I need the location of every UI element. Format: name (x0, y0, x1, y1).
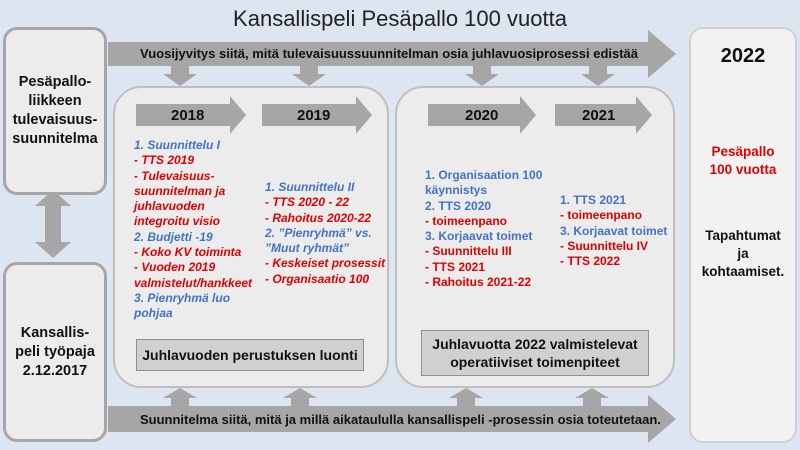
operational-label-box (421, 330, 649, 376)
year-2021: 2021 (582, 107, 616, 124)
column-2020 (425, 168, 545, 290)
column-2019 (265, 180, 387, 287)
year-2020: 2020 (465, 107, 499, 124)
workshop-label: Kansallis-peli työpaja 2.12.2017 (15, 324, 95, 379)
col2018-item: - Tulevaisuus-suunnitelman ja juhlavuoden integroitu visio (134, 168, 226, 229)
col2020-item: - Suunnittelu III (425, 244, 512, 259)
foundation-label-box (136, 339, 364, 371)
col2021-item: 1. TTS 2021 (560, 193, 627, 207)
col2020-item: - Rahoitus 2021-22 (425, 275, 532, 290)
col2019-item: 2. ”Pienryhmä” vs. ”Muut ryhmät” (265, 225, 372, 256)
col2019-item: 1. Suunnittelu II (265, 180, 355, 194)
celebration-desc: Tapahtumat ja kohtaamiset. (701, 228, 785, 279)
col2021-item: - toimeenpano (560, 208, 643, 223)
col2021-item: - Suunnittelu IV (560, 238, 648, 253)
col2020-item: 3. Korjaavat toimet (425, 229, 533, 244)
col2020-item: 2. TTS 2020 (425, 198, 492, 213)
col2018-item: - TTS 2019 (134, 153, 195, 168)
year-2018: 2018 (171, 107, 205, 124)
celebration-year: 2022 (720, 45, 766, 67)
col2018-item: - Koko KV toiminta (134, 245, 242, 260)
col2019-item: - Keskeiset prosessit (265, 256, 386, 271)
future-plan-label: Pesäpallo-liikkeen tulevaisuus-suunnitelma (12, 74, 98, 147)
col2018-item: 3. Pienryhmä luo pohjaa (134, 290, 231, 321)
foundation-label: Juhlavuoden perustuksen luonti (142, 347, 358, 363)
operational-label: Juhlavuotta 2022 valmistelevat operatiiviset toimenpiteet (432, 336, 638, 370)
col2018-item: - Vuoden 2019 valmistelut/hankkeet (134, 260, 253, 290)
col2018-item: 1. Suunnittelu I (134, 138, 220, 152)
year-2019: 2019 (297, 107, 331, 124)
col2019-item: - Rahoitus 2020-22 (265, 210, 372, 225)
col2019-item: - Organisaatio 100 (265, 271, 370, 286)
celebration-box (689, 27, 797, 443)
bottom-arrow-text: Suunnitelma siitä, mitä ja millä aikataululla kansallispeli -prosessin osia toteutetaan. (140, 412, 661, 427)
column-2021 (560, 193, 672, 269)
top-arrow-text: Vuosijyvitys siitä, mitä tulevaisuussuunnitelman osia juhlavuosiprosessi edistää (140, 46, 639, 61)
column-2018 (134, 138, 260, 322)
page-title: Kansallispeli Pesäpallo 100 vuotta (233, 6, 567, 31)
col2020-item: - toimeenpano (425, 213, 508, 228)
celebration-event: Pesäpallo 100 vuotta (709, 144, 777, 177)
col2018-item: 2. Budjetti -19 (134, 229, 213, 244)
col2021-item: 3. Korjaavat toimet (560, 223, 668, 238)
col2021-item: - TTS 2022 (560, 254, 621, 269)
col2020-item: - TTS 2021 (425, 259, 486, 274)
col2020-item: 1. Organisaation 100 käynnistys (425, 168, 543, 198)
col2019-item: - TTS 2020 - 22 (265, 195, 350, 210)
